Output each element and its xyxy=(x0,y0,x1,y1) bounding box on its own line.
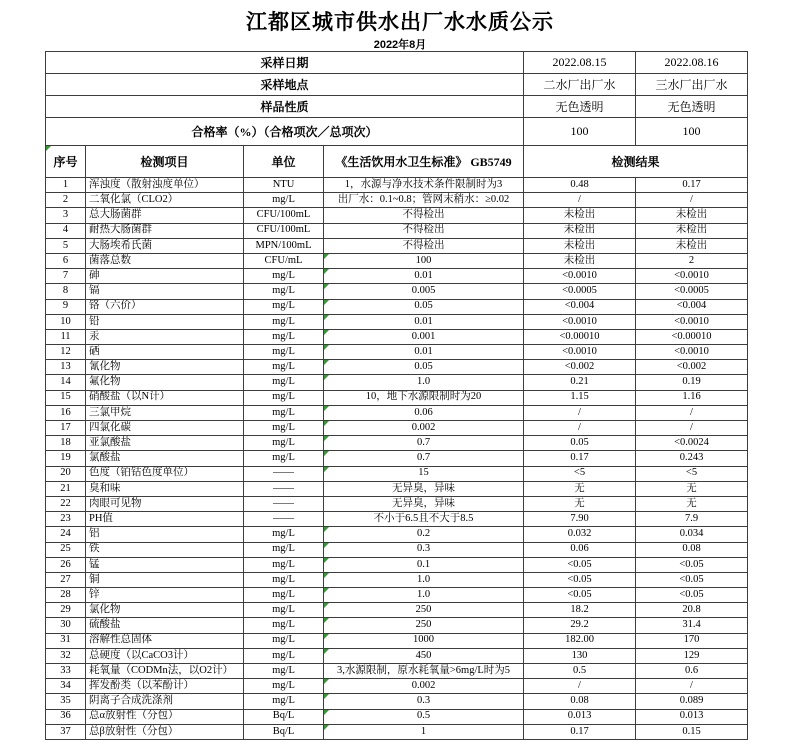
row-result-plant2: 7.90 xyxy=(524,512,636,527)
row-standard: 0.01 xyxy=(324,345,524,360)
page-title: 江都区城市供水出厂水水质公示 xyxy=(246,11,554,34)
row-unit: Bq/L xyxy=(244,709,324,724)
row-result-plant3: / xyxy=(636,193,748,208)
row-item-name: 氰化物 xyxy=(86,360,244,375)
col-header-unit: 单位 xyxy=(244,146,324,178)
row-result-plant2: 0.032 xyxy=(524,527,636,542)
row-result-plant2: 0.21 xyxy=(524,375,636,390)
sampling-date-plant2: 2022.08.15 xyxy=(524,52,636,74)
row-standard: 10，地下水源限制时为20 xyxy=(324,390,524,405)
row-item-name: 臭和味 xyxy=(86,481,244,496)
row-result-plant3: 0.19 xyxy=(636,375,748,390)
row-standard: 0.01 xyxy=(324,314,524,329)
table-row xyxy=(46,193,748,208)
table-row xyxy=(46,633,748,648)
sampling-site-row xyxy=(46,74,748,96)
row-standard: 1.0 xyxy=(324,375,524,390)
row-result-plant2: / xyxy=(524,193,636,208)
row-result-plant2: 1.15 xyxy=(524,390,636,405)
row-unit: mg/L xyxy=(244,633,324,648)
table-row xyxy=(46,709,748,724)
row-unit: mg/L xyxy=(244,390,324,405)
row-unit: mg/L xyxy=(244,572,324,587)
row-unit: mg/L xyxy=(244,329,324,344)
row-item-name: 二氧化氯（CLO2） xyxy=(86,193,244,208)
row-item-name: 硝酸盐（以N计） xyxy=(86,390,244,405)
row-item-name: 色度（铂钴色度单位） xyxy=(86,466,244,481)
table-row xyxy=(46,542,748,557)
row-result-plant2: 182.00 xyxy=(524,633,636,648)
table-row xyxy=(46,269,748,284)
row-result-plant3: 无 xyxy=(636,496,748,511)
row-unit: mg/L xyxy=(244,299,324,314)
row-result-plant2: <0.0010 xyxy=(524,269,636,284)
row-standard: 出厂水：0.1~0.8；管网末稍水：≥0.02 xyxy=(324,193,524,208)
row-result-plant3: <5 xyxy=(636,466,748,481)
row-standard: 无异臭，异味 xyxy=(324,496,524,511)
table-row xyxy=(46,557,748,572)
row-result-plant2: 0.05 xyxy=(524,436,636,451)
row-seq: 18 xyxy=(46,436,86,451)
row-result-plant2: <0.0010 xyxy=(524,314,636,329)
row-seq: 25 xyxy=(46,542,86,557)
table-row xyxy=(46,496,748,511)
row-result-plant2: 无 xyxy=(524,496,636,511)
row-result-plant2: / xyxy=(524,679,636,694)
row-result-plant3: <0.05 xyxy=(636,557,748,572)
row-unit: CFU/100mL xyxy=(244,223,324,238)
row-result-plant3: / xyxy=(636,421,748,436)
row-seq: 5 xyxy=(46,238,86,253)
row-standard: 不得检出 xyxy=(324,223,524,238)
row-unit: mg/L xyxy=(244,451,324,466)
sampling-date-row xyxy=(46,52,748,74)
row-item-name: 铁 xyxy=(86,542,244,557)
row-seq: 17 xyxy=(46,421,86,436)
row-seq: 15 xyxy=(46,390,86,405)
row-result-plant3: <0.0010 xyxy=(636,269,748,284)
pass-rate-row xyxy=(46,118,748,146)
row-result-plant2: 未检出 xyxy=(524,253,636,268)
row-item-name: 浑浊度（散射浊度单位） xyxy=(86,178,244,193)
row-item-name: 四氯化碳 xyxy=(86,421,244,436)
row-standard: 0.2 xyxy=(324,527,524,542)
row-result-plant3: 2 xyxy=(636,253,748,268)
table-row xyxy=(46,436,748,451)
row-result-plant2: 无 xyxy=(524,481,636,496)
row-standard: 0.3 xyxy=(324,694,524,709)
row-unit: mg/L xyxy=(244,345,324,360)
row-result-plant3: <0.0010 xyxy=(636,345,748,360)
row-result-plant3: <0.002 xyxy=(636,360,748,375)
row-item-name: PH值 xyxy=(86,512,244,527)
row-item-name: 菌落总数 xyxy=(86,253,244,268)
sample-property-label: 样品性质 xyxy=(46,96,524,118)
row-result-plant3: 31.4 xyxy=(636,618,748,633)
row-item-name: 肉眼可见物 xyxy=(86,496,244,511)
row-seq: 2 xyxy=(46,193,86,208)
row-unit: NTU xyxy=(244,178,324,193)
table-row xyxy=(46,345,748,360)
row-standard: 不得检出 xyxy=(324,208,524,223)
row-unit: —— xyxy=(244,481,324,496)
row-result-plant2: 0.17 xyxy=(524,451,636,466)
row-item-name: 铜 xyxy=(86,572,244,587)
table-row xyxy=(46,481,748,496)
row-standard: 15 xyxy=(324,466,524,481)
row-seq: 13 xyxy=(46,360,86,375)
sample-property-plant2: 无色透明 xyxy=(524,96,636,118)
table-row xyxy=(46,694,748,709)
row-item-name: 镉 xyxy=(86,284,244,299)
row-result-plant3: 0.6 xyxy=(636,664,748,679)
row-standard: 不小于6.5且不大于8.5 xyxy=(324,512,524,527)
row-seq: 35 xyxy=(46,694,86,709)
row-seq: 31 xyxy=(46,633,86,648)
row-result-plant2: / xyxy=(524,421,636,436)
row-result-plant2: 0.48 xyxy=(524,178,636,193)
row-item-name: 硫酸盐 xyxy=(86,618,244,633)
sampling-site-plant3: 三水厂出厂水 xyxy=(636,74,748,96)
row-seq: 37 xyxy=(46,724,86,739)
row-result-plant2: 未检出 xyxy=(524,238,636,253)
row-item-name: 氯化物 xyxy=(86,603,244,618)
row-item-name: 挥发酚类（以苯酚计） xyxy=(86,679,244,694)
row-standard: 0.01 xyxy=(324,269,524,284)
row-result-plant3: <0.05 xyxy=(636,572,748,587)
row-item-name: 汞 xyxy=(86,329,244,344)
row-seq: 23 xyxy=(46,512,86,527)
row-result-plant2: 0.17 xyxy=(524,724,636,739)
row-standard: 1，水源与净水技术条件限制时为3 xyxy=(324,178,524,193)
row-standard: 100 xyxy=(324,253,524,268)
row-result-plant3: / xyxy=(636,679,748,694)
row-standard: 0.05 xyxy=(324,360,524,375)
row-result-plant3: 未检出 xyxy=(636,223,748,238)
row-item-name: 三氯甲烷 xyxy=(86,405,244,420)
table-row xyxy=(46,208,748,223)
row-result-plant2: <0.05 xyxy=(524,557,636,572)
row-item-name: 总β放射性（分包） xyxy=(86,724,244,739)
row-result-plant3: <0.00010 xyxy=(636,329,748,344)
col-header-result: 检测结果 xyxy=(524,146,748,178)
row-seq: 22 xyxy=(46,496,86,511)
row-seq: 27 xyxy=(46,572,86,587)
sample-property-row xyxy=(46,96,748,118)
row-result-plant2: <0.0005 xyxy=(524,284,636,299)
row-unit: mg/L xyxy=(244,618,324,633)
row-result-plant2: <0.004 xyxy=(524,299,636,314)
row-unit: mg/L xyxy=(244,436,324,451)
row-result-plant2: / xyxy=(524,405,636,420)
row-seq: 6 xyxy=(46,253,86,268)
row-item-name: 氟化物 xyxy=(86,375,244,390)
row-item-name: 总大肠菌群 xyxy=(86,208,244,223)
row-result-plant2: <5 xyxy=(524,466,636,481)
row-seq: 7 xyxy=(46,269,86,284)
column-header-row xyxy=(46,146,748,178)
row-standard: 无异臭，异味 xyxy=(324,481,524,496)
row-standard: 0.001 xyxy=(324,329,524,344)
row-seq: 9 xyxy=(46,299,86,314)
table-row xyxy=(46,466,748,481)
row-item-name: 硒 xyxy=(86,345,244,360)
row-result-plant3: 0.034 xyxy=(636,527,748,542)
table-row xyxy=(46,238,748,253)
row-result-plant3: 0.15 xyxy=(636,724,748,739)
row-standard: 0.005 xyxy=(324,284,524,299)
row-unit: mg/L xyxy=(244,405,324,420)
row-seq: 28 xyxy=(46,588,86,603)
row-item-name: 阴离子合成洗涤剂 xyxy=(86,694,244,709)
table-row xyxy=(46,314,748,329)
row-item-name: 铅 xyxy=(86,314,244,329)
row-item-name: 耐热大肠菌群 xyxy=(86,223,244,238)
row-unit: mg/L xyxy=(244,588,324,603)
row-result-plant2: 18.2 xyxy=(524,603,636,618)
row-unit: —— xyxy=(244,512,324,527)
row-unit: mg/L xyxy=(244,527,324,542)
row-unit: mg/L xyxy=(244,193,324,208)
row-result-plant3: 未检出 xyxy=(636,238,748,253)
row-standard: 250 xyxy=(324,618,524,633)
row-unit: mg/L xyxy=(244,648,324,663)
row-result-plant3: 20.8 xyxy=(636,603,748,618)
row-unit: CFU/100mL xyxy=(244,208,324,223)
table-row xyxy=(46,512,748,527)
row-item-name: 氯酸盐 xyxy=(86,451,244,466)
row-unit: Bq/L xyxy=(244,724,324,739)
row-standard: 1000 xyxy=(324,633,524,648)
col-header-standard: 《生活饮用水卫生标准》 GB5749 xyxy=(324,146,524,178)
row-result-plant3: 170 xyxy=(636,633,748,648)
row-item-name: 总α放射性（分包） xyxy=(86,709,244,724)
row-standard: 450 xyxy=(324,648,524,663)
row-unit: mg/L xyxy=(244,375,324,390)
row-seq: 32 xyxy=(46,648,86,663)
row-result-plant2: 未检出 xyxy=(524,208,636,223)
table-row xyxy=(46,451,748,466)
table-row xyxy=(46,664,748,679)
row-standard: 0.7 xyxy=(324,436,524,451)
row-item-name: 锰 xyxy=(86,557,244,572)
row-unit: CFU/mL xyxy=(244,253,324,268)
row-result-plant3: <0.0010 xyxy=(636,314,748,329)
row-unit: MPN/100mL xyxy=(244,238,324,253)
row-unit: mg/L xyxy=(244,694,324,709)
sampling-site-label: 采样地点 xyxy=(46,74,524,96)
pass-rate-label: 合格率（%）（合格项次／总项次） xyxy=(46,118,524,146)
row-seq: 3 xyxy=(46,208,86,223)
row-seq: 1 xyxy=(46,178,86,193)
row-result-plant3: <0.0024 xyxy=(636,436,748,451)
row-result-plant3: 0.17 xyxy=(636,178,748,193)
row-item-name: 溶解性总固体 xyxy=(86,633,244,648)
row-standard: 250 xyxy=(324,603,524,618)
row-result-plant3: / xyxy=(636,405,748,420)
row-seq: 29 xyxy=(46,603,86,618)
row-unit: mg/L xyxy=(244,269,324,284)
row-item-name: 铬（六价） xyxy=(86,299,244,314)
table-row xyxy=(46,299,748,314)
row-result-plant3: 未检出 xyxy=(636,208,748,223)
row-item-name: 锌 xyxy=(86,588,244,603)
row-result-plant2: 0.5 xyxy=(524,664,636,679)
row-result-plant2: 未检出 xyxy=(524,223,636,238)
pass-rate-plant3: 100 xyxy=(636,118,748,146)
table-row xyxy=(46,405,748,420)
row-result-plant3: 1.16 xyxy=(636,390,748,405)
row-unit: mg/L xyxy=(244,679,324,694)
row-result-plant2: 0.08 xyxy=(524,694,636,709)
row-result-plant2: <0.00010 xyxy=(524,329,636,344)
row-standard: 1.0 xyxy=(324,588,524,603)
table-row xyxy=(46,527,748,542)
row-item-name: 耗氧量（CODMn法，以O2计） xyxy=(86,664,244,679)
table-row xyxy=(46,375,748,390)
row-result-plant3: 0.08 xyxy=(636,542,748,557)
table-row xyxy=(46,390,748,405)
row-unit: mg/L xyxy=(244,360,324,375)
row-result-plant3: 0.243 xyxy=(636,451,748,466)
sample-property-plant3: 无色透明 xyxy=(636,96,748,118)
table-row xyxy=(46,679,748,694)
row-seq: 36 xyxy=(46,709,86,724)
row-standard: 3,水源限制，原水耗氧量>6mg/L时为5 xyxy=(324,664,524,679)
row-seq: 14 xyxy=(46,375,86,390)
row-standard: 0.002 xyxy=(324,679,524,694)
row-unit: mg/L xyxy=(244,557,324,572)
table-row xyxy=(46,603,748,618)
row-seq: 11 xyxy=(46,329,86,344)
table-row xyxy=(46,253,748,268)
row-result-plant3: <0.0005 xyxy=(636,284,748,299)
row-unit: —— xyxy=(244,496,324,511)
row-standard: 0.5 xyxy=(324,709,524,724)
sampling-date-label: 采样日期 xyxy=(46,52,524,74)
table-row xyxy=(46,588,748,603)
sampling-date-plant3: 2022.08.16 xyxy=(636,52,748,74)
row-standard: 0.06 xyxy=(324,405,524,420)
table-row xyxy=(46,284,748,299)
row-seq: 16 xyxy=(46,405,86,420)
table-row xyxy=(46,223,748,238)
row-result-plant3: 0.013 xyxy=(636,709,748,724)
row-standard: 0.3 xyxy=(324,542,524,557)
table-row xyxy=(46,421,748,436)
table-row xyxy=(46,724,748,739)
table-row xyxy=(46,572,748,587)
row-seq: 4 xyxy=(46,223,86,238)
row-result-plant2: 0.06 xyxy=(524,542,636,557)
row-unit: mg/L xyxy=(244,664,324,679)
row-seq: 20 xyxy=(46,466,86,481)
row-unit: mg/L xyxy=(244,421,324,436)
table-row xyxy=(46,329,748,344)
row-standard: 不得检出 xyxy=(324,238,524,253)
row-seq: 24 xyxy=(46,527,86,542)
row-seq: 26 xyxy=(46,557,86,572)
sampling-site-plant2: 二水厂出厂水 xyxy=(524,74,636,96)
row-seq: 33 xyxy=(46,664,86,679)
row-unit: mg/L xyxy=(244,542,324,557)
row-result-plant3: 129 xyxy=(636,648,748,663)
row-item-name: 砷 xyxy=(86,269,244,284)
col-header-item: 检测项目 xyxy=(86,146,244,178)
row-seq: 8 xyxy=(46,284,86,299)
row-seq: 34 xyxy=(46,679,86,694)
row-seq: 10 xyxy=(46,314,86,329)
water-quality-table xyxy=(45,51,748,740)
report-month: 2022年8月 xyxy=(373,39,427,51)
row-result-plant2: 29.2 xyxy=(524,618,636,633)
row-standard: 1.0 xyxy=(324,572,524,587)
row-result-plant2: 130 xyxy=(524,648,636,663)
row-result-plant3: 7.9 xyxy=(636,512,748,527)
table-row xyxy=(46,648,748,663)
table-row xyxy=(46,360,748,375)
table-row xyxy=(46,618,748,633)
row-standard: 1 xyxy=(324,724,524,739)
row-result-plant2: <0.002 xyxy=(524,360,636,375)
row-item-name: 亚氯酸盐 xyxy=(86,436,244,451)
row-result-plant3: <0.05 xyxy=(636,588,748,603)
row-result-plant3: <0.004 xyxy=(636,299,748,314)
row-item-name: 大肠埃希氏菌 xyxy=(86,238,244,253)
row-unit: —— xyxy=(244,466,324,481)
row-standard: 0.7 xyxy=(324,451,524,466)
row-seq: 19 xyxy=(46,451,86,466)
row-item-name: 铝 xyxy=(86,527,244,542)
col-header-seq: 序号 xyxy=(46,146,86,178)
row-seq: 30 xyxy=(46,618,86,633)
row-result-plant2: <0.05 xyxy=(524,588,636,603)
pass-rate-plant2: 100 xyxy=(524,118,636,146)
table-row xyxy=(46,178,748,193)
row-standard: 0.002 xyxy=(324,421,524,436)
row-standard: 0.1 xyxy=(324,557,524,572)
row-result-plant3: 0.089 xyxy=(636,694,748,709)
row-result-plant3: 无 xyxy=(636,481,748,496)
row-seq: 21 xyxy=(46,481,86,496)
row-result-plant2: <0.0010 xyxy=(524,345,636,360)
row-unit: mg/L xyxy=(244,284,324,299)
row-item-name: 总硬度（以CaCO3计） xyxy=(86,648,244,663)
row-unit: mg/L xyxy=(244,314,324,329)
row-unit: mg/L xyxy=(244,603,324,618)
row-seq: 12 xyxy=(46,345,86,360)
row-result-plant2: <0.05 xyxy=(524,572,636,587)
row-standard: 0.05 xyxy=(324,299,524,314)
row-result-plant2: 0.013 xyxy=(524,709,636,724)
